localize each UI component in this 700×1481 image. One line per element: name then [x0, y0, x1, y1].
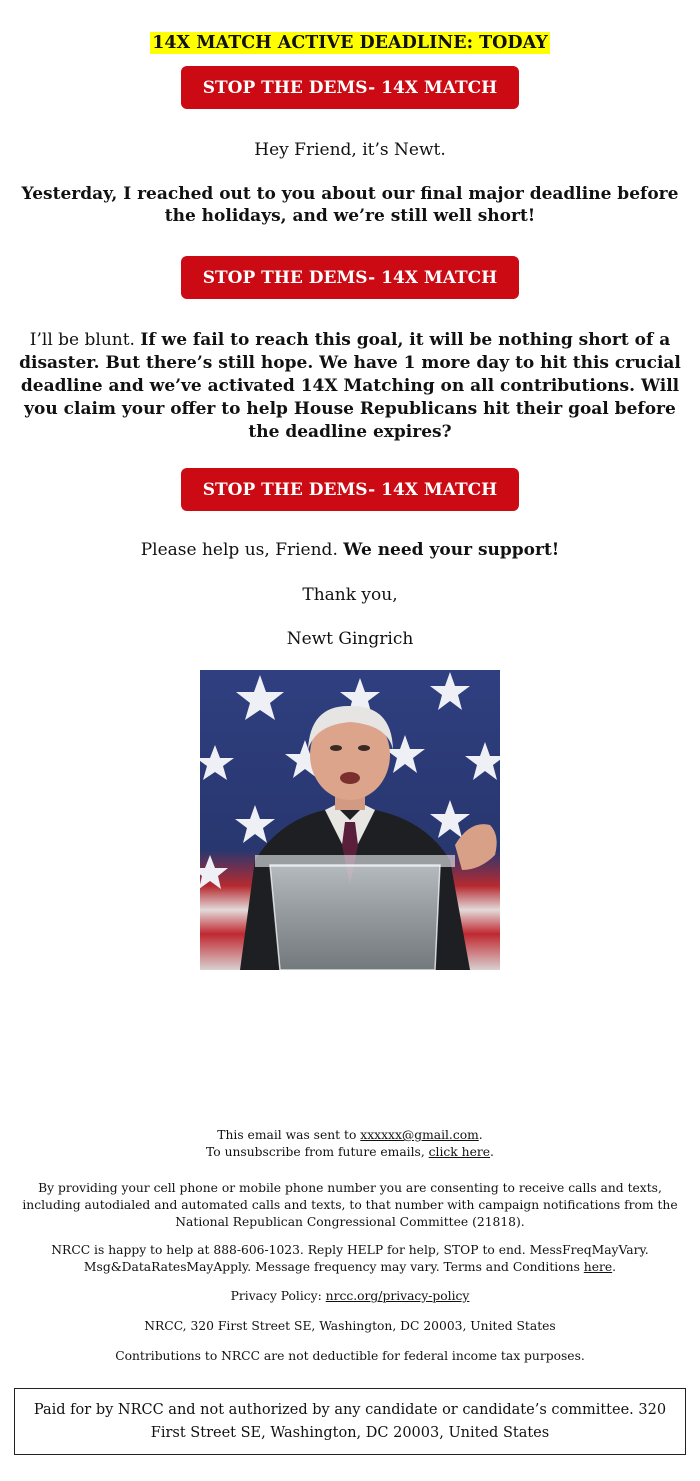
- unsub-prefix: To unsubscribe from future emails,: [206, 1145, 429, 1159]
- help-line-2: [0, 1259, 700, 1276]
- appeal-paragraph: [6, 329, 694, 444]
- donate-button-bottom[interactable]: STOP THE DEMS- 14X MATCH: [181, 468, 519, 511]
- address-line: NRCC, 320 First Street SE, Washington, DC 20003, United States: [144, 1319, 556, 1333]
- unsubscribe-link[interactable]: click here: [428, 1145, 491, 1159]
- appeal-lead: I’ll be blunt.: [29, 330, 141, 350]
- privacy-policy-link[interactable]: nrcc.org/privacy-policy: [325, 1289, 470, 1303]
- help-line-2-prefix: Msg&DataRatesMayApply. Message frequency may vary. Terms and Conditions: [83, 1260, 584, 1274]
- newt-gingrich-photo: [200, 670, 500, 970]
- privacy-prefix: Privacy Policy:: [230, 1289, 326, 1303]
- deadline-banner-text: 14X MATCH ACTIVE DEADLINE: TODAY: [152, 33, 548, 53]
- donate-button-top[interactable]: STOP THE DEMS- 14X MATCH: [181, 66, 519, 109]
- paid-for-disclaimer: Paid for by NRCC and not authorized by any candidate or candidate’s committee. 320 First Street SE, Washington, DC 20003, United States: [14, 1388, 686, 1455]
- terms-link[interactable]: here: [583, 1260, 613, 1274]
- help-bold: We need your support!: [343, 540, 560, 560]
- privacy-line: [0, 1288, 700, 1305]
- help-request: [0, 540, 700, 560]
- tax-disclaimer: Contributions to NRCC are not deductible for federal income tax purposes.: [115, 1349, 585, 1363]
- greeting-text: Hey Friend, it’s Newt.: [254, 140, 446, 160]
- sent-suffix: .: [478, 1128, 483, 1142]
- signature: Newt Gingrich: [286, 629, 414, 649]
- footer-sent-info: [0, 1127, 700, 1161]
- help-info: [0, 1242, 700, 1276]
- sent-email-link[interactable]: xxxxxx@gmail.com: [360, 1128, 479, 1142]
- appeal-bold: If we fail to reach this goal, it will be nothing short of a disaster. But there’s still hope. We have 1 more day to hit this crucial deadline and we’ve activated 14X Matching on all contributions. Will you claim your offer to help House Republicans hit their goal before the deadline expires?: [19, 330, 681, 442]
- unsub-suffix: .: [490, 1145, 494, 1159]
- help-line-2-suffix: .: [612, 1260, 617, 1274]
- sent-to-line: [0, 1127, 700, 1144]
- consent-text: By providing your cell phone or mobile phone number you are consenting to receive calls and texts, including autodialed and automated calls and texts, to that number with campaign notifications from the National Republican Congressional Committee (21818).: [22, 1181, 678, 1229]
- help-line-1: NRCC is happy to help at 888-606-1023. Reply HELP for help, STOP to end. MessFreqMayVary.: [51, 1243, 649, 1257]
- donate-button-middle[interactable]: STOP THE DEMS- 14X MATCH: [181, 256, 519, 299]
- portrait-photo-icon: [200, 670, 500, 970]
- deadline-banner: [0, 33, 700, 53]
- sent-prefix: This email was sent to: [217, 1128, 361, 1142]
- thanks-text: Thank you,: [302, 585, 398, 605]
- intro-paragraph: Yesterday, I reached out to you about our final major deadline before the holidays, and we’re still well short!: [21, 184, 679, 226]
- help-lead: Please help us, Friend.: [140, 540, 344, 560]
- unsubscribe-line: [0, 1144, 700, 1161]
